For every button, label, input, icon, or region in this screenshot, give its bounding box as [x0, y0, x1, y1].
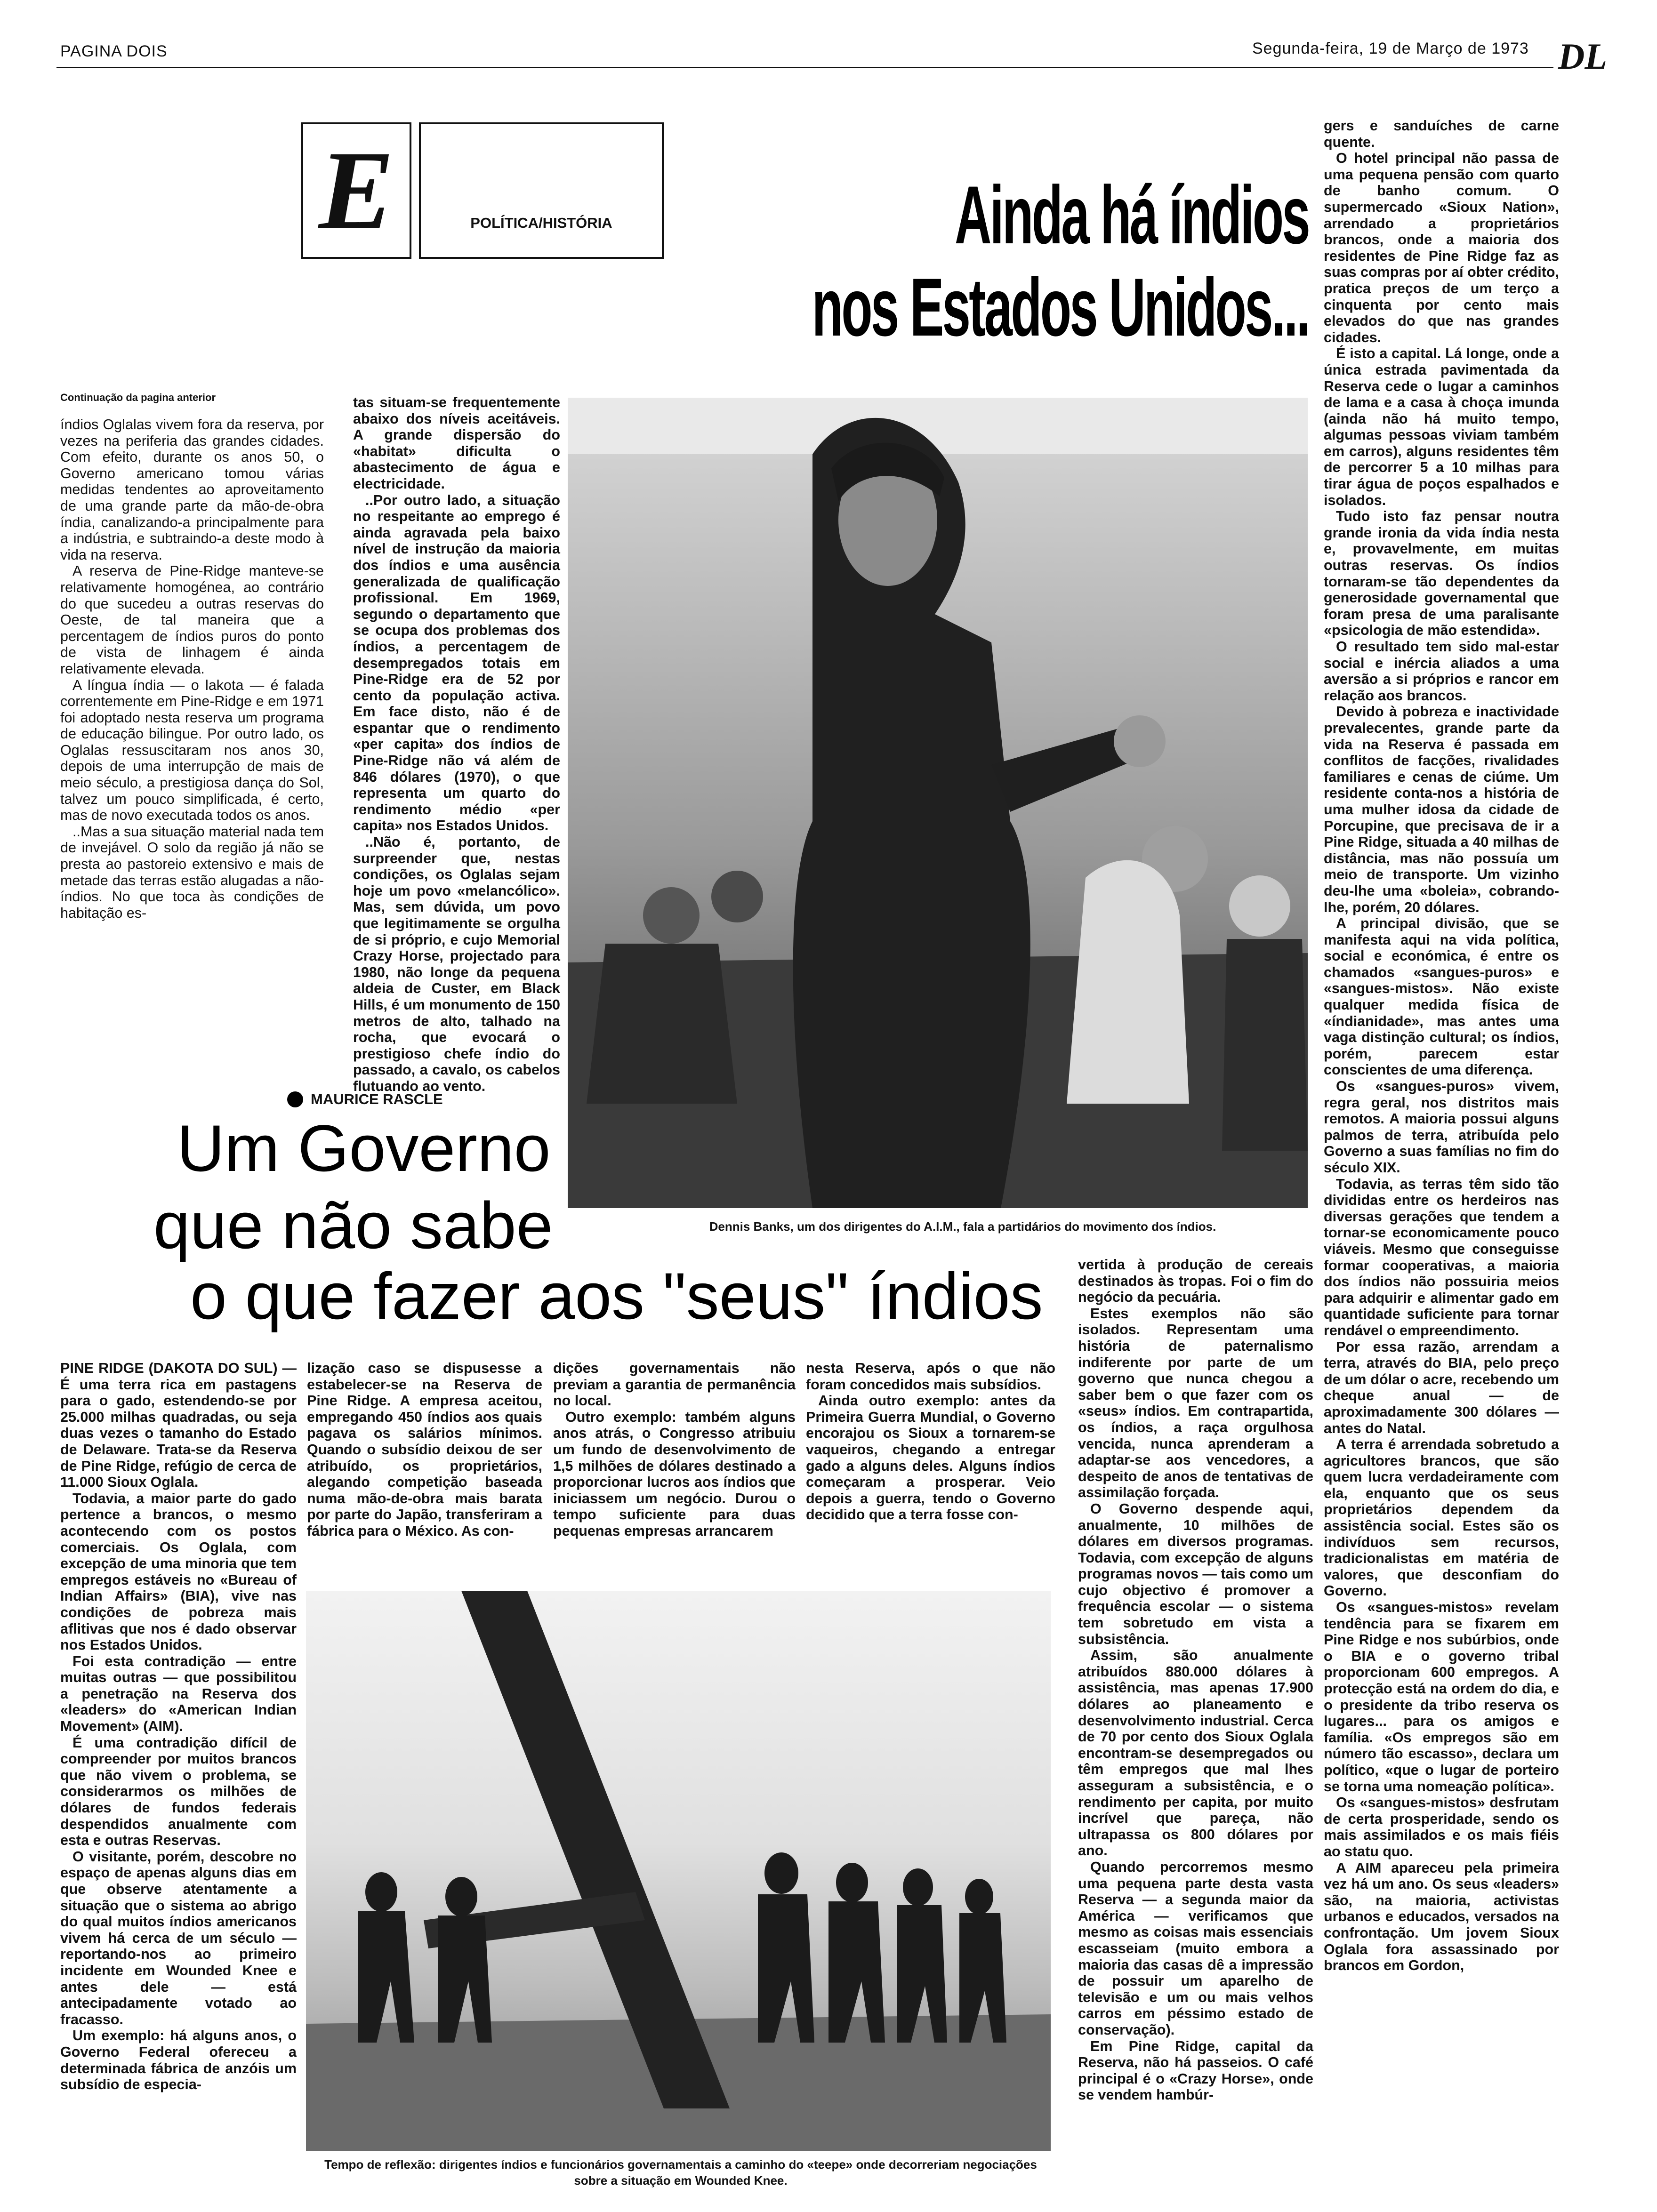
paragraph: lização caso se dispusesse a estabelecer-se na Reserva de Pine Ridge. A empresa aceitou, empregando 450 índios aos quais pagava os salários mínimos. Quando o subsídio deixou de ser atribuído, os proprietários, alegando competição baseada numa mão-de-obra mais barata por parte do Japão, transferiram a fábrica para o México. As con- [307, 1360, 542, 1539]
paragraph: A língua índia — o lakota — é falada correntemente em Pine-Ridge e em 1971 foi adoptado nesta reserva um programa de educação bilingue. Por outro lado, os Oglalas ressuscitaram nos anos 30, depois de uma interrupção de mais de meio século, a prestigiosa dança do Sol, talvez um pouco simplificada, é certo, mas de novo executada todos os anos. [60, 677, 324, 824]
paragraph: A terra é arrendada sobretudo a agricultores brancos, que são quem lucra verdadeiramente com ela, enquanto que os seus proprietários dependem da assistência social. Estes são os indivíduos sem recursos, tradicionalistas em matéria de valores, que desconfiam do Governo. [1324, 1436, 1559, 1599]
byline-author: MAURICE RASCLE [311, 1091, 443, 1107]
article-column-5 [1078, 1257, 1313, 2103]
byline-bullet-icon [287, 1091, 303, 1107]
paragraph: Por essa razão, arrendam a terra, através do BIA, pelo preço de um dólar o acre, recebendo um cheque anual — de aproximadamente 300 dólares — antes do Natal. [1324, 1338, 1559, 1436]
paragraph: É isto a capital. Lá longe, onde a única estrada pavimentada da Reserva cede o lugar a caminhos de lama e a casa à choça imunda (ainda não há muito tempo, algumas pessoas viviam também em carros), alguns residentes têm de percorrer 5 a 10 milhas para tirar água de poços espalhados e isolados. [1324, 345, 1559, 508]
sub-headline-line-2: que não sabe [153, 1188, 553, 1262]
article-column-b [353, 394, 560, 1095]
section-letter-box [301, 122, 411, 259]
paragraph: O visitante, porém, descobre no espaço de apenas alguns dias em que observe atentamente a situação que o sistema ao abrigo do qual muitos índios americanos vivem há cerca de um século — reportando-nos ao primeiro incidente em Wounded Knee e antes dele — está antecipadamente votado ao fracasso. [60, 1848, 297, 2028]
paragraph: Os «sangues-puros» vivem, regra geral, nos distritos mais remotos. A maioria possui alguns palmos de terra, atribuída pelo Governo a suas famílias no fim do século XIX. [1324, 1078, 1559, 1176]
main-headline [812, 169, 1309, 354]
paragraph: ..Não é, portanto, de surpreender que, nestas condições, os Oglalas sejam hoje um povo «melancólico». Mas, sem dúvida, um povo que legitimamente se orgulha de si próprio, e cujo Memorial Crazy Horse, projectado para 1980, não longe da pequena aldeia de Custer, em Black Hills, é um monumento de 150 metros de alto, talhado na rocha, que evocará o prestigioso chefe índio do passado, a cavalo, os cabelos flutuando ao vento. [353, 834, 560, 1094]
article-column-a [60, 417, 324, 921]
photo-top-caption: Dennis Banks, um dos dirigentes do A.I.M., fala a partidários do movimento dos índios. [709, 1219, 1216, 1234]
paragraph: A AIM apareceu pela primeira vez há um ano. Os seus «leaders» são, na maioria, activistas urbanos e educados, versados na confrontação. Um jovem Sioux Oglala fora assassinado por brancos em Gordon, [1324, 1859, 1559, 1974]
paragraph: O hotel principal não passa de uma pequena pensão com quarto de banho comum. O supermercado «Sioux Nation», arrendado a proprietários brancos, onde a maioria dos residentes de Pine Ridge faz as suas compras por aí obter crédito, pratica preços de um terço a cinquenta por cento mais elevados do que nas grandes cidades. [1324, 150, 1560, 345]
paragraph: Devido à pobreza e inactividade prevalecentes, grande parte da vida na Reserva é passada em conflitos de facções, rivalidades familiares e cenas de ciúme. Um residente conta-nos a história de uma mulher idosa da cidade de Porcupine, que precisava de ir a Pine Ridge, situada a 40 milhas de distância, mas não possuía um meio de transporte. Um vizinho deu-lhe uma «boleia», cobrando-lhe, porém, 20 dólares. [1324, 704, 1559, 915]
section-label-box [419, 122, 664, 259]
paragraph: A principal divisão, que se manifesta aqui na vida política, social e económica, é entre os chamados «sangues-puros» e «sangues-mistos». Não existe qualquer medida física de «índianidade», mas antes uma vaga distinção cultural; os índios, porém, parecem estar conscientes de uma diferença. [1324, 915, 1559, 1078]
paragraph: tas situam-se frequentemente abaixo dos níveis aceitáveis. A grande dispersão do «habitat» dificulta o abastecimento de água e electricidade. [353, 394, 560, 492]
paragraph: Ainda outro exemplo: antes da Primeira Guerra Mundial, o Governo encorajou os Sioux a tornarem-se vaqueiros, chegando a entregar gado a alguns deles. Alguns índios começaram a prosperar. Veio depois a guerra, tendo o Governo decidido que a terra fosse con- [806, 1393, 1055, 1523]
sub-headline-line-3: o que fazer aos "seus" índios [190, 1259, 1043, 1333]
paragraph: Em Pine Ridge, capital da Reserva, não há passeios. O café principal é o «Crazy Horse», onde se vendem hambúr- [1078, 2038, 1313, 2103]
paragraph: ..Mas a sua situação material nada tem de invejável. O solo da região já não se presta ao pastoreio extensivo e mais de metade das terras estão alugadas a não-índios. No que toca às condições de habitação es- [60, 823, 324, 921]
photo-dennis-banks [568, 398, 1308, 1208]
byline [287, 1091, 443, 1108]
paragraph: Os «sangues-mistos» revelam tendência para se fixarem em Pine Ridge e nos subúrbios, onde o BIA e o governo tribal proporcionam 600 empregos. A protecção está na ordem do dia, e o presidente da tribo reserva os lugares... para os amigos e família. «Os empregos são em número tão escasso», declara um político, «que o lugar de porteiro se torna uma nomeação política». [1324, 1599, 1559, 1795]
article-column-1 [60, 1360, 297, 2093]
paragraph: Quando percorremos mesmo uma pequena parte desta vasta Reserva — a segunda maior da América — verificamos que mesmo as coisas mais essenciais escasseiam (muito embora a maioria das casas dê a impressão de possuir um aparelho de televisão e um ou mais velhos carros em péssimo estado de conservação). [1078, 1859, 1313, 2038]
photo-dennis-banks-image [568, 398, 1308, 1208]
paragraph: Outro exemplo: também alguns anos atrás, o Congresso atribuiu um fundo de desenvolvimento de 1,5 milhões de dólares destinado a proporcionar lucros aos índios que iniciassem um negócio. Durou o tempo suficiente para duas pequenas empresas arrancarem [553, 1409, 796, 1539]
paragraph: Estes exemplos não são isolados. Representam uma história de paternalismo indiferente por parte de um governo que nunca chegou a saber bem o que fazer com os «seus» índios. Em contrapartida, os índios, a raça orgulhosa vencida, nunca aprenderam a adaptar-se aos vencedores, a despeito de anos de tentativas de assimilação forçada. [1078, 1305, 1313, 1501]
paragraph: Tudo isto faz pensar noutra grande ironia da vida índia nesta e, provavelmente, em muitas outras reservas. Os índios tornaram-se tão dependentes da generosidade governamental que foram presa de uma paralisante «psicologia de mão estendida». [1324, 508, 1559, 639]
article-column-3 [553, 1360, 796, 1539]
paragraph: O resultado tem sido mal-estar social e inércia aliados a uma aversão a si próprios e rancor em relação aos brancos. [1324, 639, 1559, 704]
article-column-4 [806, 1360, 1055, 1523]
photo-wounded-knee-negotiators [306, 1591, 1051, 2151]
paragraph: O Governo despende aqui, anualmente, 10 milhões de dólares em diversos programas. Todavia, com excepção de alguns programas novos — tais como um cujo objectivo é promover a frequência escolar — o sistema tem sobretudo em vista a subsistência. [1078, 1500, 1313, 1647]
paragraph: Todavia, a maior parte do gado pertence a brancos, o mesmo acontecendo com os postos comerciais. Os Oglala, com excepção de uma minoria que tem empregos estáveis no «Bureau of Indian Affairs» (BIA), vive nas condições de pobreza mais aflitivas que nos é dado observar nos Estados Unidos. [60, 1490, 297, 1653]
newspaper-logo: DL [1558, 36, 1607, 77]
paragraph: gers e sanduíches de carne quente. [1324, 118, 1559, 150]
paragraph: nesta Reserva, após o que não foram concedidos mais subsídios. [806, 1360, 1055, 1393]
paragraph: Todavia, as terras têm sido tão divididas entre os herdeiros nas diversas gerações que tendem a tornar-se economicamente pouco viáveis. Mesmo que conseguisse formar cooperativas, a maioria dos índios não possuiria meios para adquirir e alimentar gado em quantidade suficiente para tornar rendável o empreendimento. [1324, 1176, 1559, 1338]
paragraph: É uma contradição difícil de compreender por muitos brancos que não vivem o problema, se considerarmos os milhões de dólares de fundos federais despendidos anualmente com esta e outras Reservas. [60, 1734, 297, 1849]
sub-headline-line-1: Um Governo [177, 1111, 551, 1185]
page-section-label: PAGINA DOIS [60, 42, 168, 60]
page-date: Segunda-feira, 19 de Março de 1973 [1252, 40, 1529, 57]
header-rule [56, 67, 1553, 68]
article-column-6 [1324, 118, 1559, 1974]
section-letter: E [318, 128, 394, 253]
paragraph: Os «sangues-mistos» desfrutam de certa prosperidade, sendo os mais assimilados e os mais fiéis ao statu quo. [1324, 1795, 1559, 1859]
paragraph: PINE RIDGE (DAKOTA DO SUL) — É uma terra rica em pastagens para o gado, estendendo-se por 25.000 milhas quadradas, ou seja duas vezes o tamanho do Estado de Delaware. Trata-se da Reserva de Pine Ridge, refúgio de cerca de 11.000 Sioux Oglala. [60, 1360, 297, 1491]
paragraph: vertida à produção de cereais destinados às tropas. Foi o fim do negócio da pecuária. [1078, 1257, 1313, 1306]
main-headline-line-2: nos Estados Unidos... [812, 262, 1309, 353]
paragraph: Foi esta contradição — entre muitas outras — que possibilitou a penetração na Reserva dos «leaders» do «American Indian Movement» (AIM). [60, 1653, 297, 1735]
paragraph: Assim, são anualmente atribuídos 880.000 dólares à assistência, mas apenas 17.900 dólares ao planeamento e desenvolvimento industrial. Cerca de 70 por cento dos Sioux Oglala encontram-se desempregados ou têm empregos que mal lhes asseguram a subsistência, e o rendimento per capita, por muito incrível que pareça, não ultrapassa os 800 dólares por ano. [1078, 1647, 1313, 1859]
photo-wounded-knee-image [306, 1591, 1051, 2151]
sub-headline [141, 1111, 1083, 1333]
paragraph: dições governamentais não previam a garantia de permanência no local. [553, 1360, 796, 1409]
main-headline-line-1: Ainda há índios [955, 169, 1309, 261]
paragraph: índios Oglalas vivem fora da reserva, por vezes na periferia das grandes cidades. Com efeito, durante os anos 50, o Governo americano tomou várias medidas tendentes ao aproveitamento de uma grande parte da mão-de-obra índia, canalizando-a principalmente para a indústria, e subtraindo-a deste modo à vida na reserva. [60, 417, 324, 563]
paragraph: A reserva de Pine-Ridge manteve-se relativamente homogénea, ao contrário do que sucedeu a outras reservas do Oeste, de tal maneira que a percentagem de índios puros do ponto de vista de linhagem é ainda relativamente elevada. [60, 563, 324, 677]
paragraph: Um exemplo: há alguns anos, o Governo Federal ofereceu a determinada fábrica de anzóis um subsídio de especia- [60, 2028, 297, 2093]
section-label: POLÍTICA/HISTÓRIA [470, 215, 612, 231]
continuation-note: Continuação da pagina anterior [60, 392, 216, 403]
article-column-2 [307, 1360, 542, 1539]
photo-bottom-caption: Tempo de reflexão: dirigentes índios e funcionários governamentais a caminho do «teepe» onde decorreriam negociações sobre a situação em Wounded Knee. [324, 2157, 1037, 2188]
paragraph: ..Por outro lado, a situação no respeitante ao emprego é ainda agravada pela baixo nível de instrução da maioria dos índios e uma ausência generalizada de qualificação profissional. Em 1969, segundo o departamento que se ocupa dos problemas dos índios, a percentagem de desempregados totais em Pine-Ridge era de 52 por cento da população activa. Em face disto, não é de espantar que o rendimento «per capita» dos índios de Pine-Ridge não vá além de 846 dólares (1970), o que representa um quarto do rendimento médio «per capita» nos Estados Unidos. [353, 492, 560, 834]
